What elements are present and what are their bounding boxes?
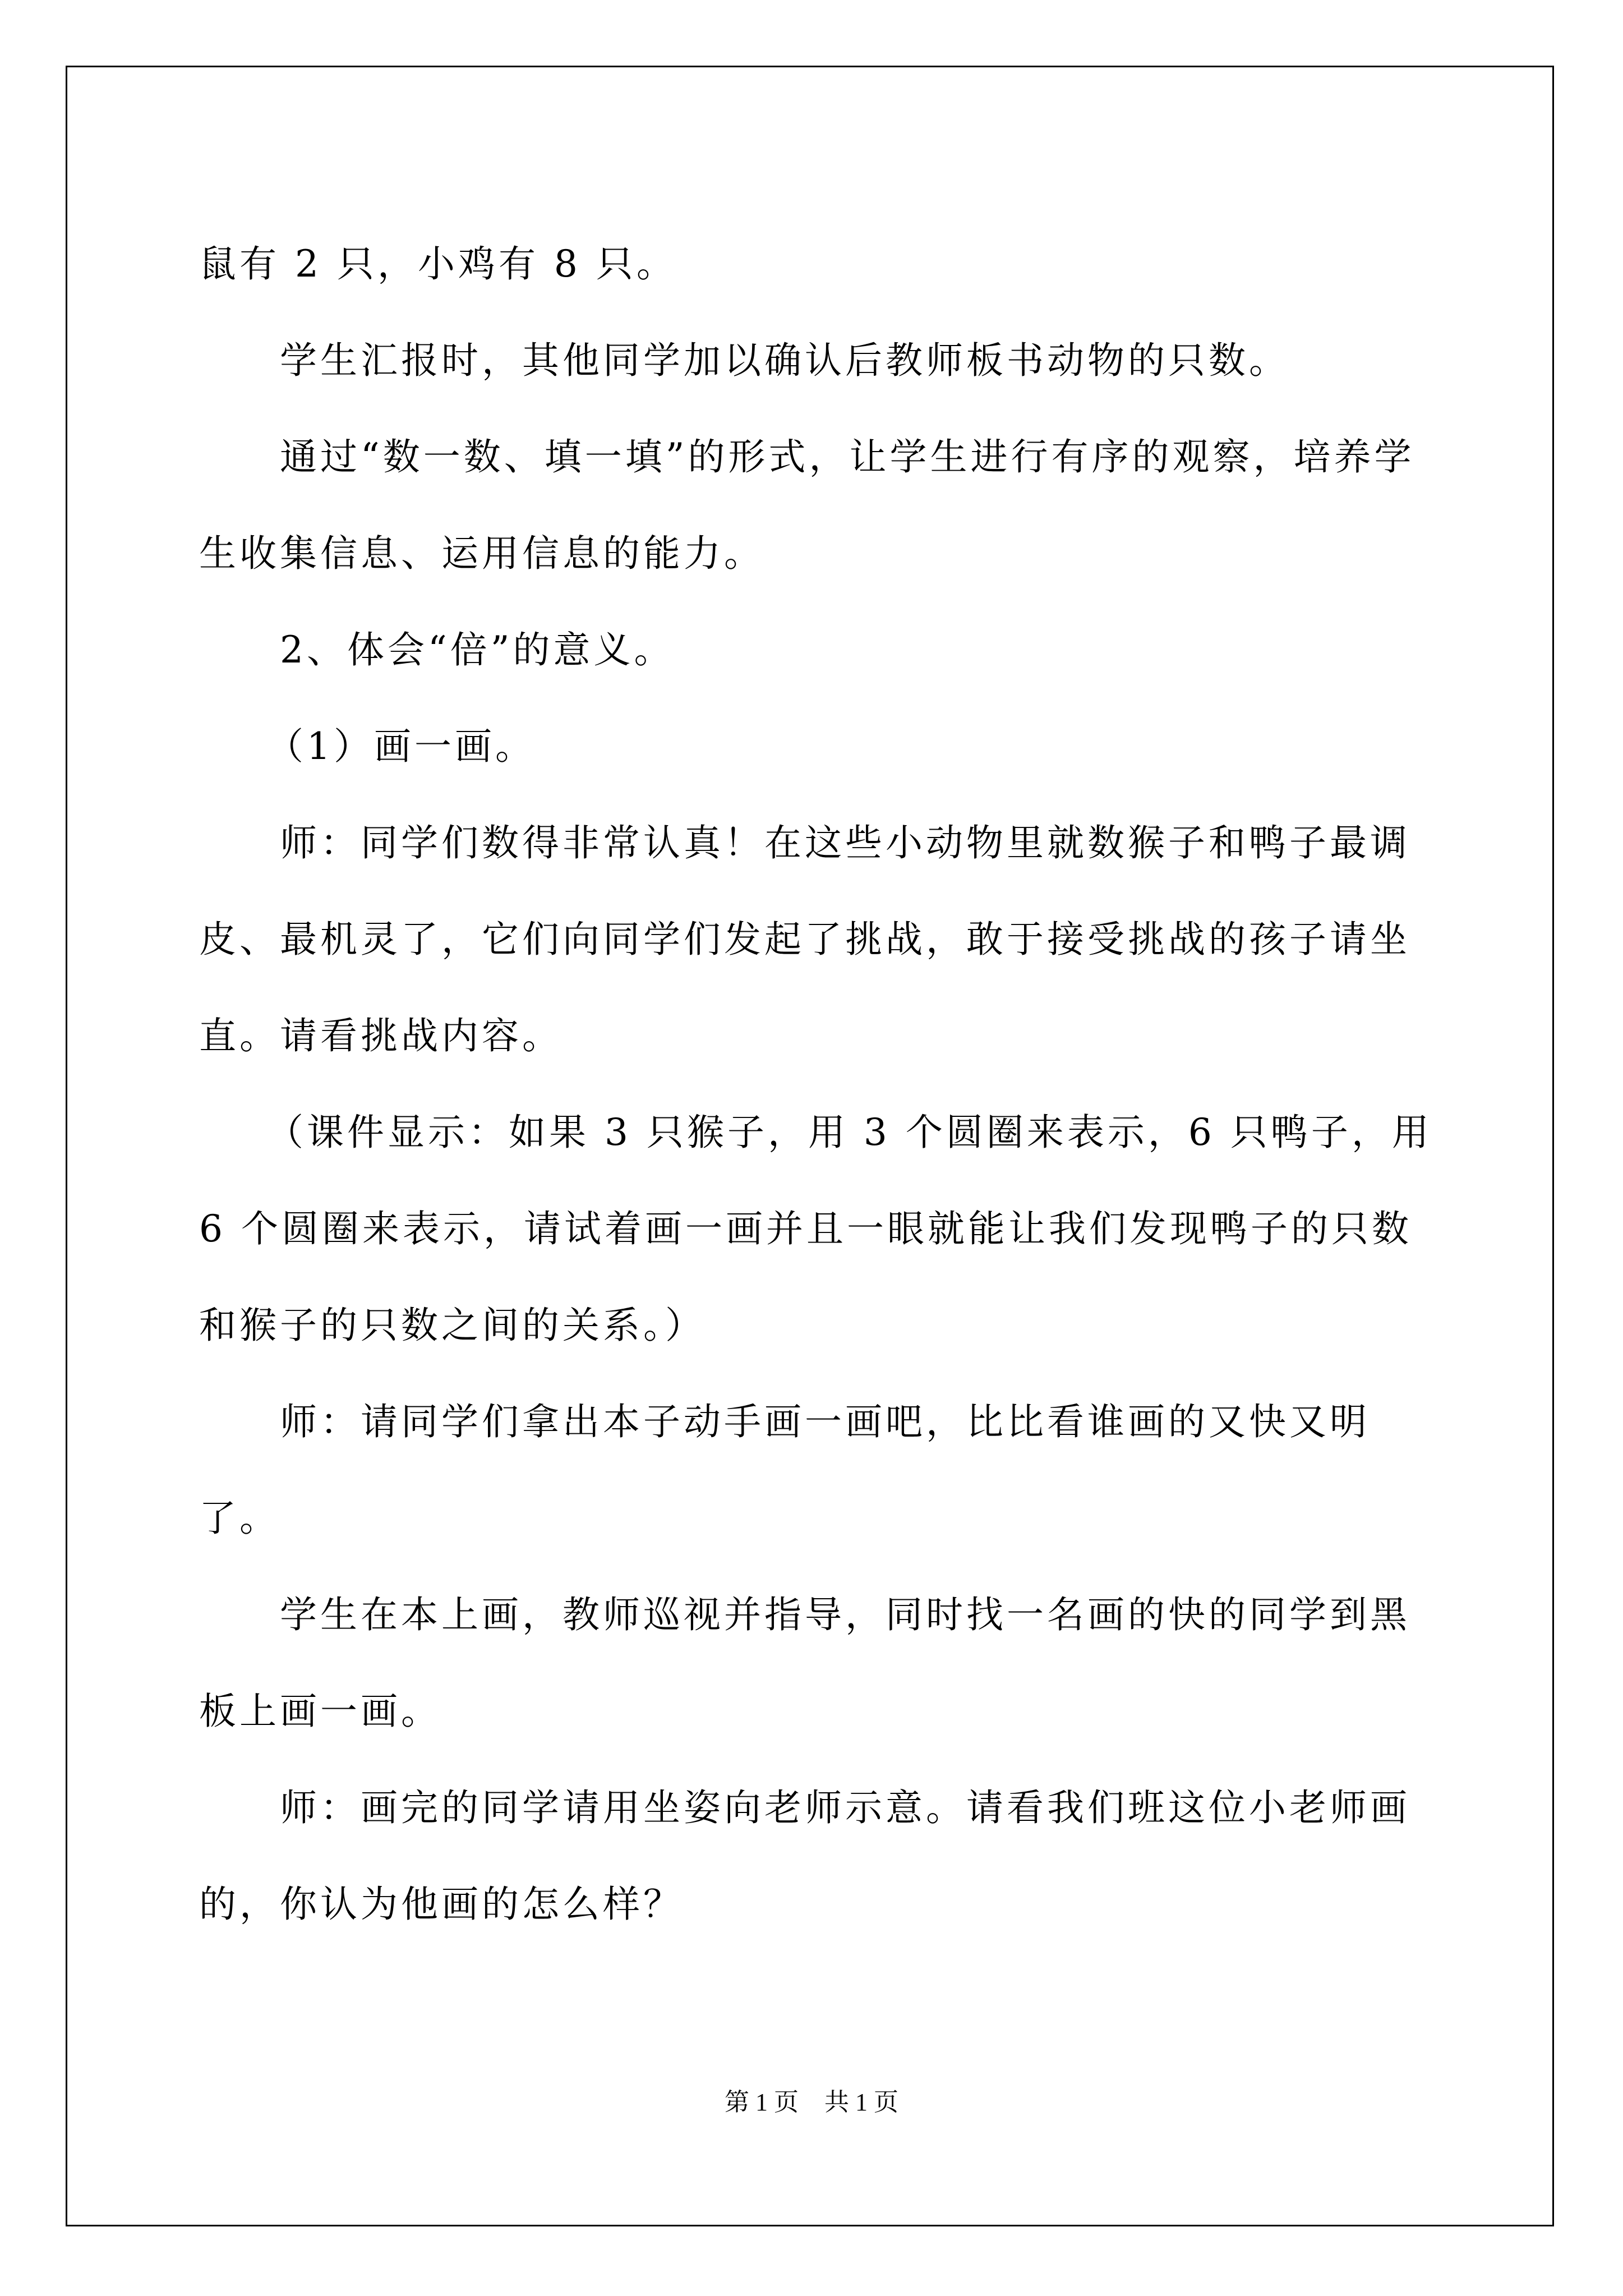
paragraph-10: 师：画完的同学请用坐姿向老师示意。请看我们班这位小老师画的，你认为他画的怎么样？ (199, 1786, 1410, 1926)
paragraph-3: 通过“数一数、填一填”的形式，让学生进行有序的观察，培养学生收集信息、运用信息的能力。 (199, 435, 1415, 575)
page-number: 第 1 页 (725, 2088, 799, 2116)
document-body (199, 216, 1444, 1953)
page-total: 共 1 页 (824, 2088, 898, 2116)
paragraph-6: 师：同学们数得非常认真！在这些小动物里就数猴子和鸭子最调皮、最机灵了，它们向同学们发起了挑战，敢于接受挑战的孩子请坐直。请看挑战内容。 (199, 821, 1410, 1057)
paragraph-9: 学生在本上画，教师巡视并指导，同时找一名画的快的同学到黑板上画一画。 (199, 1593, 1410, 1733)
page-footer (0, 2086, 1623, 2119)
paragraph-7: （课件显示：如果 3 只猴子，用 3 个圆圈来表示，6 只鸭子，用 6 个圆圈来表示，请试着画一画并且一眼就能让我们发现鸭子的只数和猴子的只数之间的关系。） (199, 1111, 1432, 1347)
paragraph-8: 师：请同学们拿出本子动手画一画吧，比比看谁画的又快又明了。 (199, 1400, 1370, 1540)
paragraph-2: 学生汇报时，其他同学加以确认后教师板书动物的只数。 (280, 339, 1289, 382)
paragraph-4: 2、体会“倍”的意义。 (280, 628, 675, 671)
paragraph-5: （1）画一画。 (266, 725, 536, 768)
paragraph-1: 鼠有 2 只，小鸡有 8 只。 (199, 242, 677, 286)
